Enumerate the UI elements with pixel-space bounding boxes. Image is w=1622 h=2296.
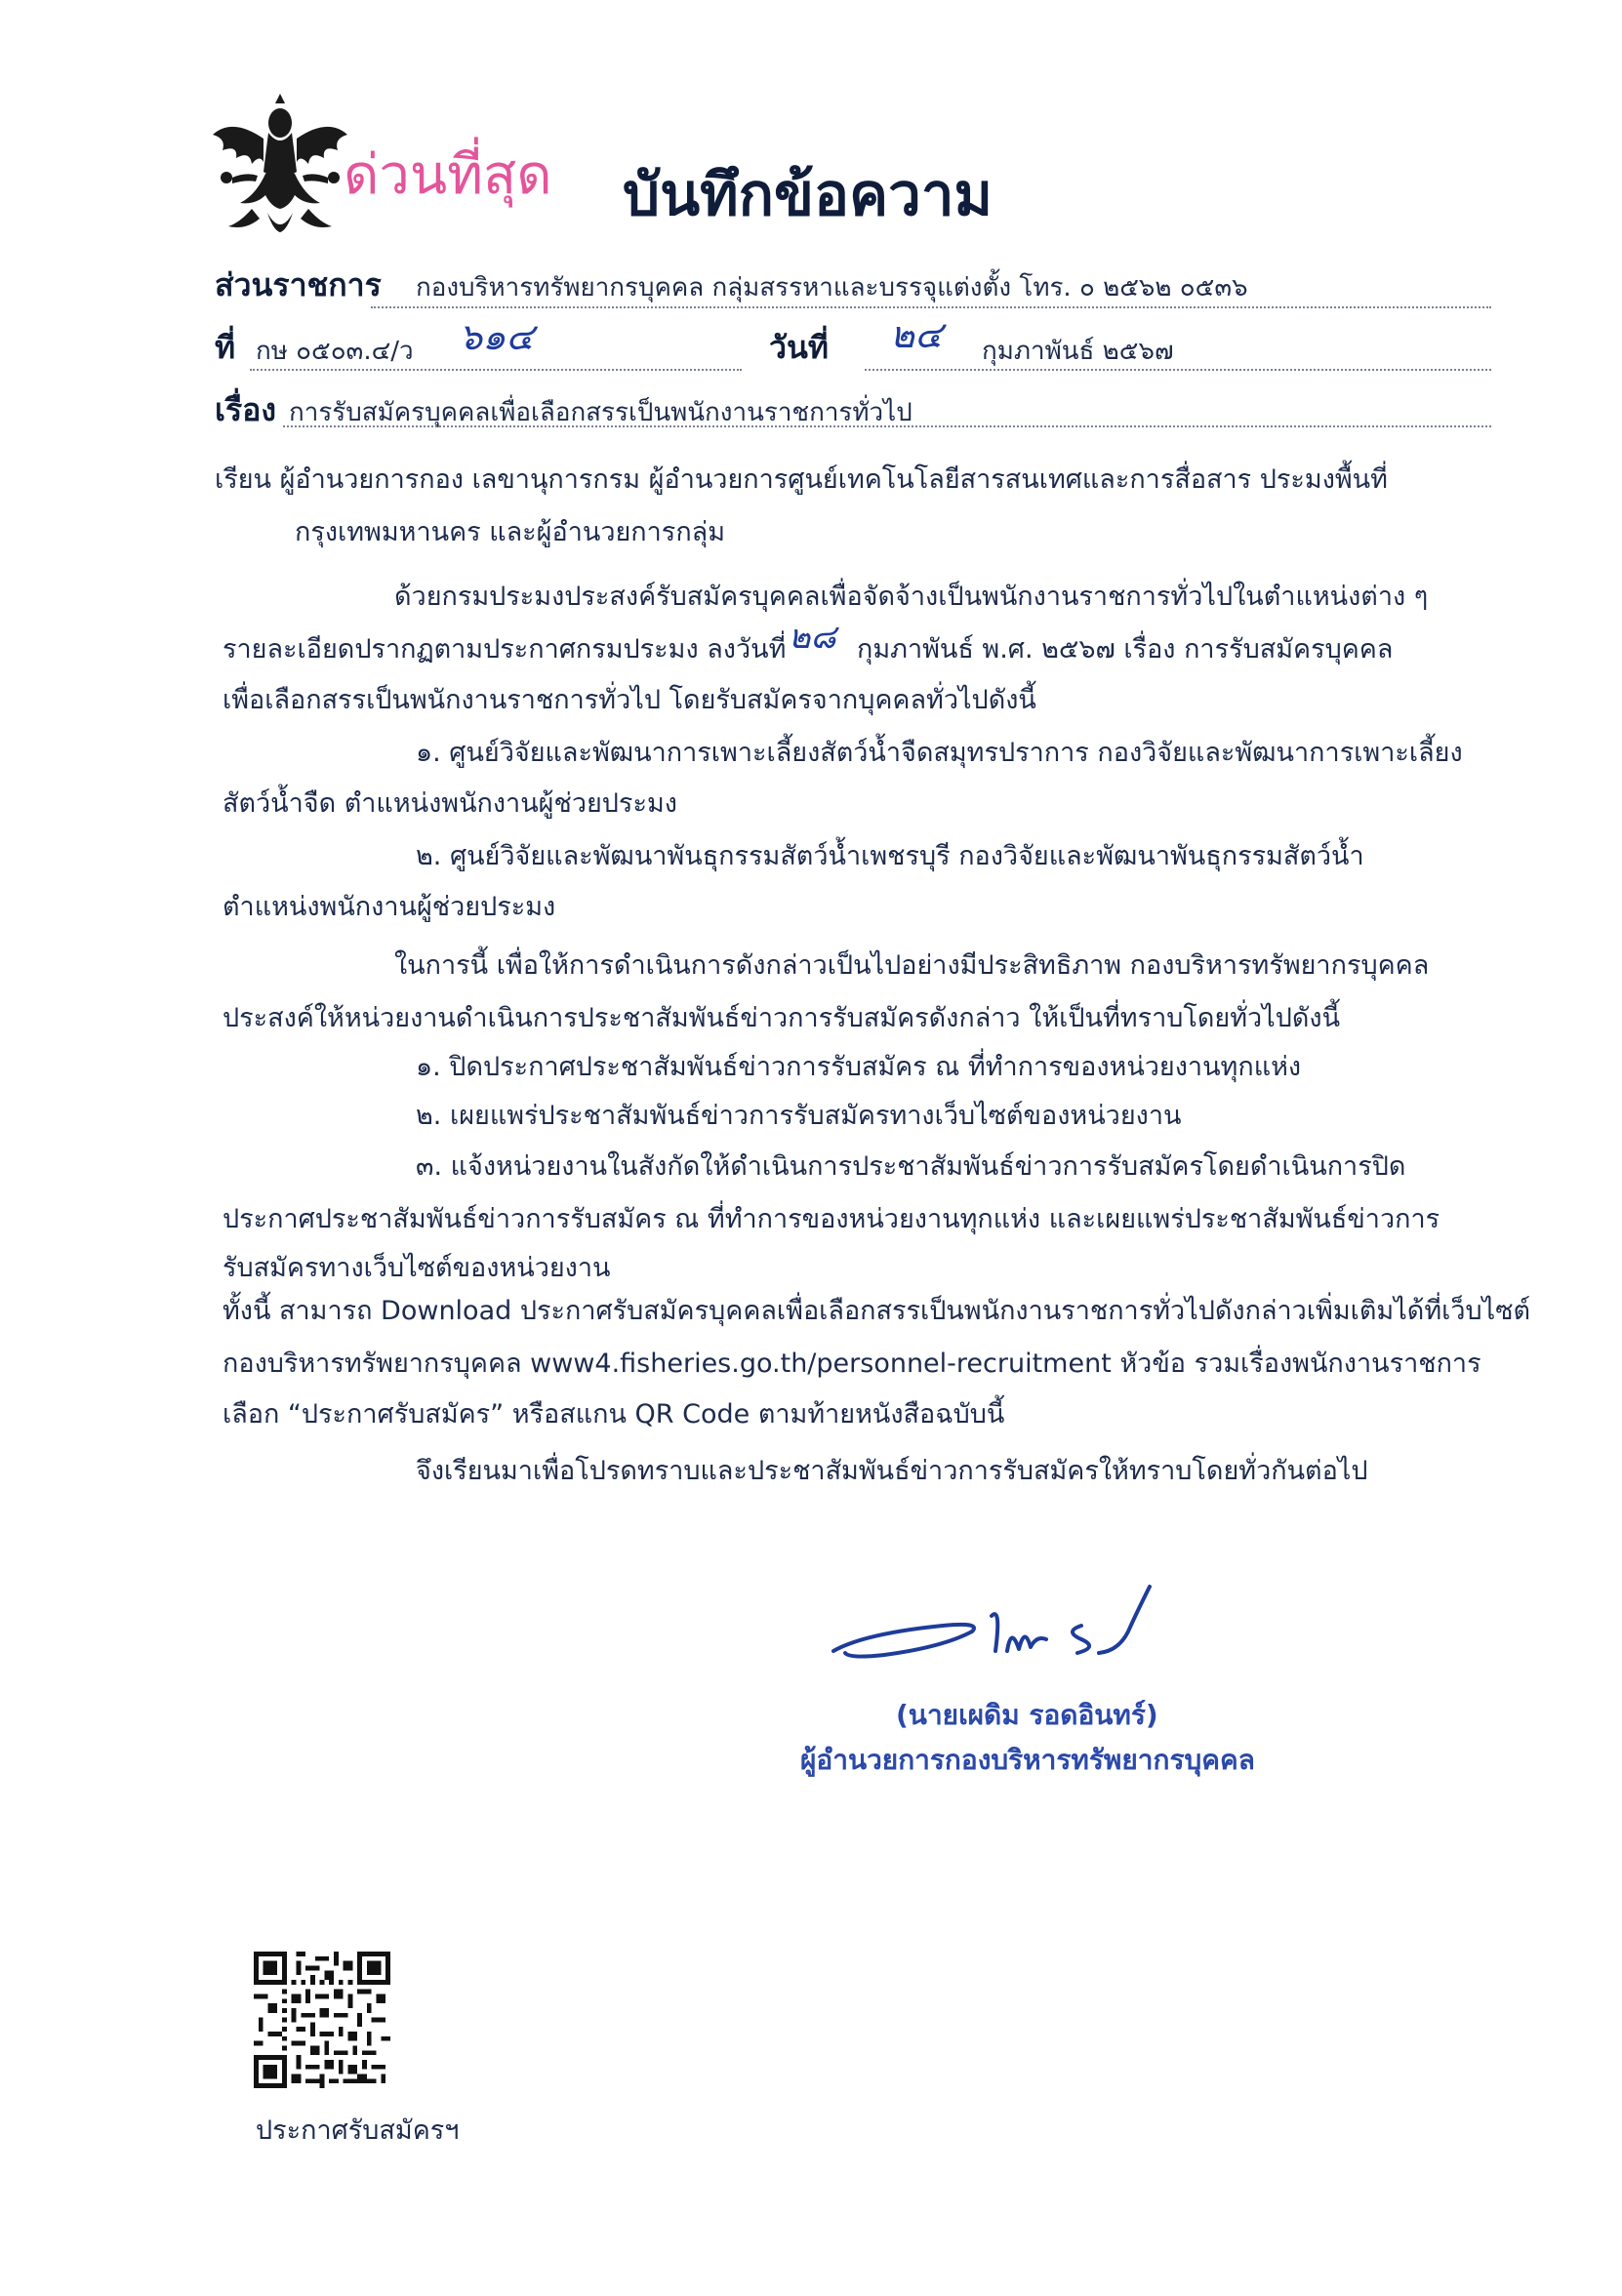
action-item-1: ๑. ปิดประกาศประชาสัมพันธ์ข่าวการรับสมัคร ณ ที่ทำการของหน่วยงานทุกแห่ง xyxy=(416,1052,1302,1082)
qr-caption: ประกาศรับสมัครฯ xyxy=(256,2115,460,2146)
garuda-emblem xyxy=(207,94,353,240)
salutation-line-1: เรียน ผู้อำนวยการกอง เลขานุการกรม ผู้อำนวยการศูนย์เทคโนโลยีสารสนเทศและการสื่อสาร ประมงพื้นที่ xyxy=(215,464,1388,495)
subject-dotline xyxy=(283,425,1491,427)
memo-title: บันทึกข้อความ xyxy=(623,161,993,229)
paragraph-2-line-2: ประสงค์ให้หน่วยงานดำเนินการประชาสัมพันธ์ข่าวการรับสมัครดังกล่าว ให้เป็นที่ทราบโดยทั่วไปดังนี้ xyxy=(223,1003,1341,1033)
ref-dotline xyxy=(250,369,742,371)
signer-name: (นายเผดิม รอดอินทร์) xyxy=(896,1699,1158,1731)
item-2-line-1: ๒. ศูนย์วิจัยและพัฒนาพันธุกรรมสัตว์น้ำเพชรบุรี กองวิจัยและพัฒนาพันธุกรรมสัตว์น้ำ xyxy=(416,841,1364,871)
paragraph-1-line-2b: กุมภาพันธ์ พ.ศ. ๒๕๖๗ เรื่อง การรับสมัครบุคคล xyxy=(857,634,1394,665)
qr-code[interactable] xyxy=(254,1952,390,2088)
date-day-handwritten: ๒๔ xyxy=(890,313,943,356)
ref-label: ที่ xyxy=(215,329,236,366)
item-2-line-2: ตำแหน่งพนักงานผู้ช่วยประมง xyxy=(223,892,556,922)
agency-dotline xyxy=(371,306,1491,308)
handwritten-signature xyxy=(826,1557,1187,1678)
action-item-2: ๒. เผยแพร่ประชาสัมพันธ์ข่าวการรับสมัครทางเว็บไซต์ของหน่วยงาน xyxy=(416,1101,1182,1131)
ref-value: กษ ๐๕๐๓.๔/ว xyxy=(256,337,414,366)
download-note-line-2: กองบริหารทรัพยากรบุคคล www4.fisheries.go.th/personnel-recruitment หัวข้อ รวมเรื่องพนักงานราชการ xyxy=(223,1349,1481,1379)
subject-label: เรื่อง xyxy=(215,391,276,428)
action-item-3-line-1: ๓. แจ้งหน่วยงานในสังกัดให้ดำเนินการประชาสัมพันธ์ข่าวการรับสมัครโดยดำเนินการปิด xyxy=(416,1151,1406,1182)
paragraph-1-line-3: เพื่อเลือกสรรเป็นพนักงานราชการทั่วไป โดยรับสมัครจากบุคคลทั่วไปดังนี้ xyxy=(223,685,1036,715)
date-value: กุมภาพันธ์ ๒๕๖๗ xyxy=(982,337,1174,366)
date-dotline xyxy=(865,369,1491,371)
paragraph-1-line-1: ด้วยกรมประมงประสงค์รับสมัครบุคคลเพื่อจัดจ้างเป็นพนักงานราชการทั่วไปในตำแหน่งต่าง ๆ xyxy=(394,582,1429,612)
closing-line: จึงเรียนมาเพื่อโปรดทราบและประชาสัมพันธ์ข่าวการรับสมัครให้ทราบโดยทั่วกันต่อไป xyxy=(416,1456,1368,1486)
signer-position: ผู้อำนวยการกองบริหารทรัพยากรบุคคล xyxy=(800,1744,1255,1776)
action-item-3-line-3: รับสมัครทางเว็บไซต์ของหน่วยงาน xyxy=(223,1253,611,1283)
announcement-day-handwritten: ๒๘ xyxy=(789,618,836,657)
ref-number-handwritten: ๖๑๔ xyxy=(459,315,535,358)
paragraph-1-line-2a: รายละเอียดปรากฏตามประกาศกรมประมง ลงวันที่ xyxy=(223,634,787,665)
download-note-line-1: ทั้งนี้ สามารถ Download ประกาศรับสมัครบุคคลเพื่อเลือกสรรเป็นพนักงานราชการทั่วไปดังกล่าวเพิ่มเติมได้ที่เว็บไซต์ xyxy=(223,1296,1531,1326)
urgent-stamp: ด่วนที่สุด xyxy=(344,143,552,207)
salutation-line-2: กรุงเทพมหานคร และผู้อำนวยการกลุ่ม xyxy=(295,517,726,547)
paragraph-2-line-1: ในการนี้ เพื่อให้การดำเนินการดังกล่าวเป็นไปอย่างมีประสิทธิภาพ กองบริหารทรัพยากรบุคคล xyxy=(394,950,1430,981)
subject-value: การรับสมัครบุคคลเพื่อเลือกสรรเป็นพนักงานราชการทั่วไป xyxy=(289,398,912,427)
action-item-3-line-2: ประกาศประชาสัมพันธ์ข่าวการรับสมัคร ณ ที่ทำการของหน่วยงานทุกแห่ง และเผยแพร่ประชาสัมพันธ์ข่าวการ xyxy=(223,1204,1440,1234)
agency-label: ส่วนราชการ xyxy=(215,266,382,303)
date-label: วันที่ xyxy=(769,329,829,366)
item-1-line-1: ๑. ศูนย์วิจัยและพัฒนาการเพาะเลี้ยงสัตว์น้ำจืดสมุทรปราการ กองวิจัยและพัฒนาการเพาะเลี้ยง xyxy=(416,738,1463,768)
download-note-line-3: เลือก “ประกาศรับสมัคร” หรือสแกน QR Code ตามท้ายหนังสือฉบับนี้ xyxy=(223,1399,1005,1430)
agency-value: กองบริหารทรัพยากรบุคคล กลุ่มสรรหาและบรรจุแต่งตั้ง โทร. ๐ ๒๕๖๒ ๐๕๓๖ xyxy=(416,273,1248,302)
item-1-line-2: สัตว์น้ำจืด ตำแหน่งพนักงานผู้ช่วยประมง xyxy=(223,788,677,819)
